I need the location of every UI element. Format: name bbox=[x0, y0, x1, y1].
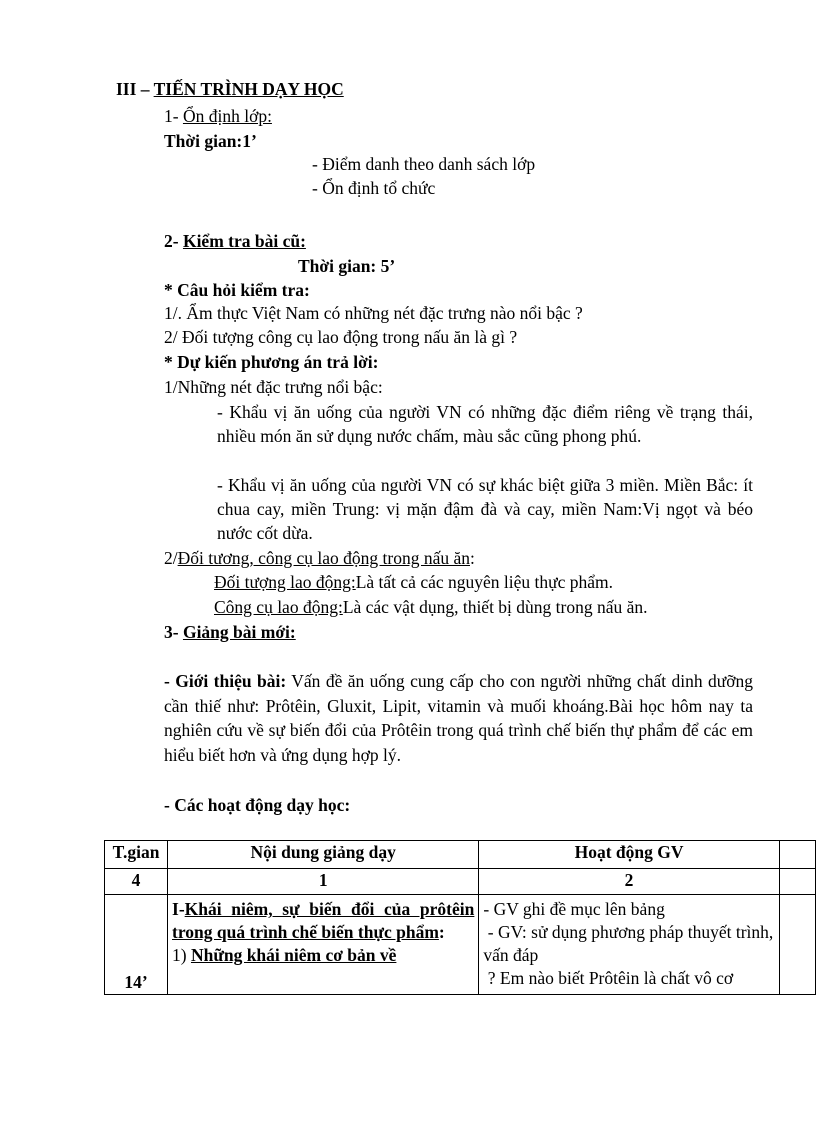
answer-1-heading: 1/Những nét đặc trưng nổi bậc: bbox=[164, 377, 383, 397]
row-extra bbox=[779, 895, 815, 995]
section-title: TIẾN TRÌNH DẠY HỌC bbox=[153, 79, 344, 99]
section-number: III – bbox=[116, 79, 150, 99]
answer-1-paragraph-1: - Khẩu vị ăn uống của người VN có những đặc điểm riêng về trạng thái, nhiều món ăn sử dụng nước chấm, màu sắc cũng phong phú. bbox=[217, 402, 753, 446]
step1-heading bbox=[164, 104, 272, 128]
step3-number: 3- bbox=[164, 622, 179, 642]
row-content-colon: : bbox=[438, 922, 445, 942]
gv-line-3: ? Em nào biết Prôtêin là chất vô cơ bbox=[483, 968, 734, 988]
header-time: T.gian bbox=[105, 841, 168, 869]
number-time: 4 bbox=[105, 869, 168, 895]
answer-1-paragraph-2: - Khẩu vị ăn uống của người VN có sự khác biệt giữa 3 miền. Miền Bắc: ít chua cay, miền Trung: vị mặn đậm đà và cay, miền Nam:Vị ngọt và béo nước cốt dừa. bbox=[217, 475, 753, 543]
row-content bbox=[168, 895, 479, 995]
questions-heading: * Câu hỏi kiểm tra: bbox=[164, 280, 310, 300]
row-content-heading bbox=[172, 898, 474, 944]
header-extra bbox=[779, 841, 815, 869]
row-content-title: Khái niêm, sự biến đổi của prôtêin trong quá trình chế biến thực phẩm bbox=[172, 899, 475, 942]
row-content-prefix: I- bbox=[172, 899, 185, 919]
answer-2-line-1 bbox=[214, 570, 613, 594]
lesson-table bbox=[104, 840, 816, 995]
step1-item-1: - Điểm danh theo danh sách lớp bbox=[312, 154, 536, 174]
answer-2-line-1-text: Là tất cả các nguyên liệu thực phẩm. bbox=[355, 572, 614, 592]
step1-item-2: - Ổn định tổ chức bbox=[312, 178, 436, 198]
row-time: 14’ bbox=[105, 895, 168, 995]
lesson-intro-label: - Giới thiệu bài: bbox=[164, 671, 287, 691]
answer-2-heading bbox=[164, 546, 475, 570]
number-content: 1 bbox=[168, 869, 479, 895]
answer-2-title: Đối tương, công cụ lao động trong nấu ăn bbox=[177, 548, 470, 568]
step3-title: Giảng bài mới: bbox=[182, 622, 296, 642]
row-teacher-activity bbox=[479, 895, 779, 995]
activities-heading: - Các hoạt động dạy học: bbox=[164, 795, 351, 815]
header-content: Nội dung giảng dạy bbox=[168, 841, 479, 869]
lesson-intro-text: Vấn đề ăn uống cung cấp cho con người những chất dinh dưỡng cần thiế như: Prôtêin, Gluxit, Lipit, vitamin và muối khoáng.Bài học hôm nay ta nghiên cứu về sự biến đổi của Prôtêin trong quá trình chế biến thự phẩm để các em hiểu biết hơn và ứng dụng hợp lý. bbox=[164, 671, 753, 765]
step2-title: Kiểm tra bài cũ: bbox=[182, 231, 306, 251]
answer-2-line-2-label: Công cụ lao động: bbox=[214, 597, 343, 617]
row-content-sub-prefix: 1) bbox=[172, 945, 191, 965]
table-number-row bbox=[105, 869, 816, 895]
answer-2-colon: : bbox=[470, 548, 475, 568]
header-teacher-activity: Hoạt động GV bbox=[479, 841, 779, 869]
answer-2-line-1-label: Đối tượng lao động: bbox=[214, 572, 356, 592]
section-heading bbox=[116, 77, 344, 101]
step1-number: 1- bbox=[164, 106, 179, 126]
table-header-row bbox=[105, 841, 816, 869]
gv-line-2: - GV: sử dụng phương pháp thuyết trình, vấn đáp bbox=[483, 922, 778, 965]
step2-heading bbox=[164, 229, 306, 253]
step1-time: Thời gian:1’ bbox=[164, 131, 257, 151]
row-content-sub bbox=[172, 944, 474, 967]
row-content-sub-title: Những khái niêm cơ bản về bbox=[190, 945, 397, 965]
answer-2-prefix: 2/ bbox=[164, 548, 178, 568]
number-teacher-activity: 2 bbox=[479, 869, 779, 895]
step2-number: 2- bbox=[164, 231, 179, 251]
step3-heading bbox=[164, 620, 296, 644]
answer-2-line-2 bbox=[214, 595, 648, 619]
table-row bbox=[105, 895, 816, 995]
answer-2-line-2-text: Là các vật dụng, thiết bị dùng trong nấu ăn. bbox=[342, 597, 648, 617]
question-1: 1/. Ẩm thực Việt Nam có những nét đặc trưng nào nổi bậc ? bbox=[164, 303, 583, 323]
gv-line-1: - GV ghi đề mục lên bảng bbox=[483, 899, 665, 919]
question-2: 2/ Đối tượng công cụ lao động trong nấu ăn là gì ? bbox=[164, 327, 518, 347]
step2-time: Thời gian: 5’ bbox=[298, 256, 396, 276]
answers-heading: * Dự kiến phương án trả lời: bbox=[164, 352, 379, 372]
step1-title: Ổn định lớp: bbox=[182, 106, 272, 126]
lesson-intro bbox=[164, 669, 753, 767]
number-extra bbox=[779, 869, 815, 895]
